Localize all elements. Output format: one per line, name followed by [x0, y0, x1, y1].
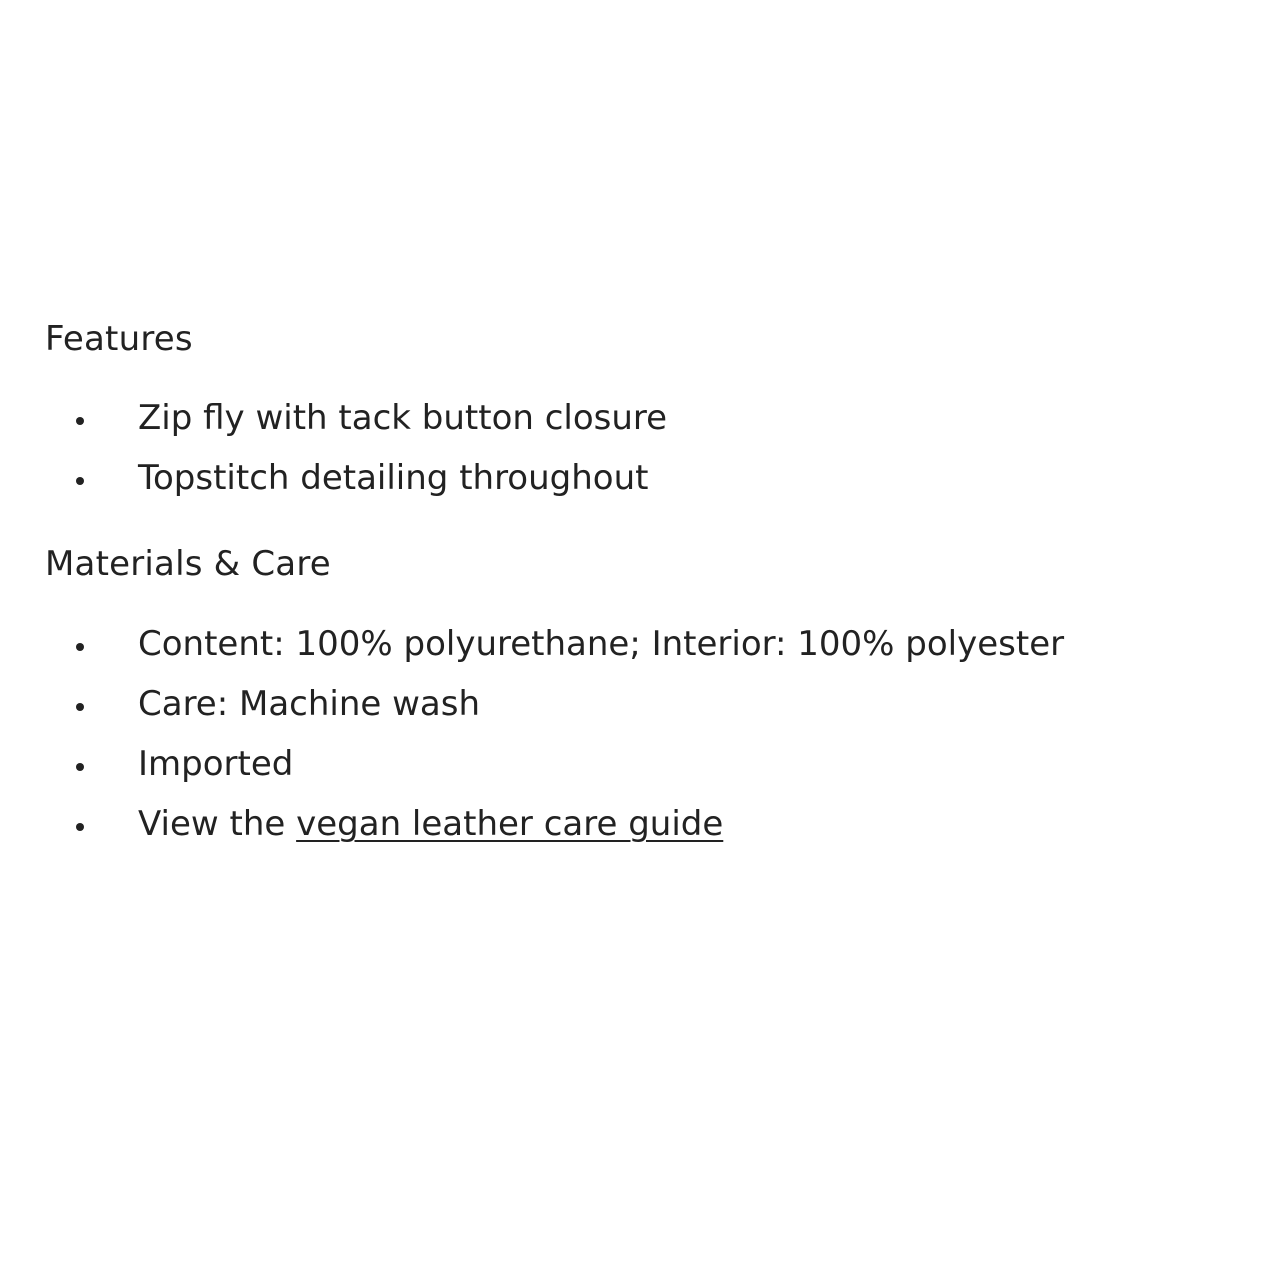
materials-care-heading: Materials & Care [45, 544, 331, 584]
bullet-icon [76, 763, 84, 771]
bullet-icon [76, 417, 84, 425]
origin-text: Imported [138, 744, 294, 784]
bullet-icon [76, 643, 84, 651]
list-item [45, 623, 1245, 665]
materials-care-list [45, 623, 1245, 845]
list-item [45, 457, 1245, 499]
list-item [45, 397, 1245, 439]
care-guide-link[interactable]: vegan leather care guide [296, 804, 724, 844]
feature-text: Zip fly with tack button closure [138, 398, 668, 438]
bullet-icon [76, 477, 84, 485]
list-item [45, 683, 1245, 725]
material-text: Content: 100% polyurethane; Interior: 100% polyester [138, 624, 1065, 664]
care-guide-prefix: View the [138, 804, 297, 844]
product-details [45, 318, 1245, 863]
feature-text: Topstitch detailing throughout [138, 458, 649, 498]
bullet-icon [76, 823, 84, 831]
bullet-icon [76, 703, 84, 711]
list-item [45, 743, 1245, 785]
features-list [45, 397, 1245, 499]
list-item [45, 803, 1245, 845]
care-text: Care: Machine wash [138, 684, 481, 724]
features-heading: Features [45, 319, 193, 359]
